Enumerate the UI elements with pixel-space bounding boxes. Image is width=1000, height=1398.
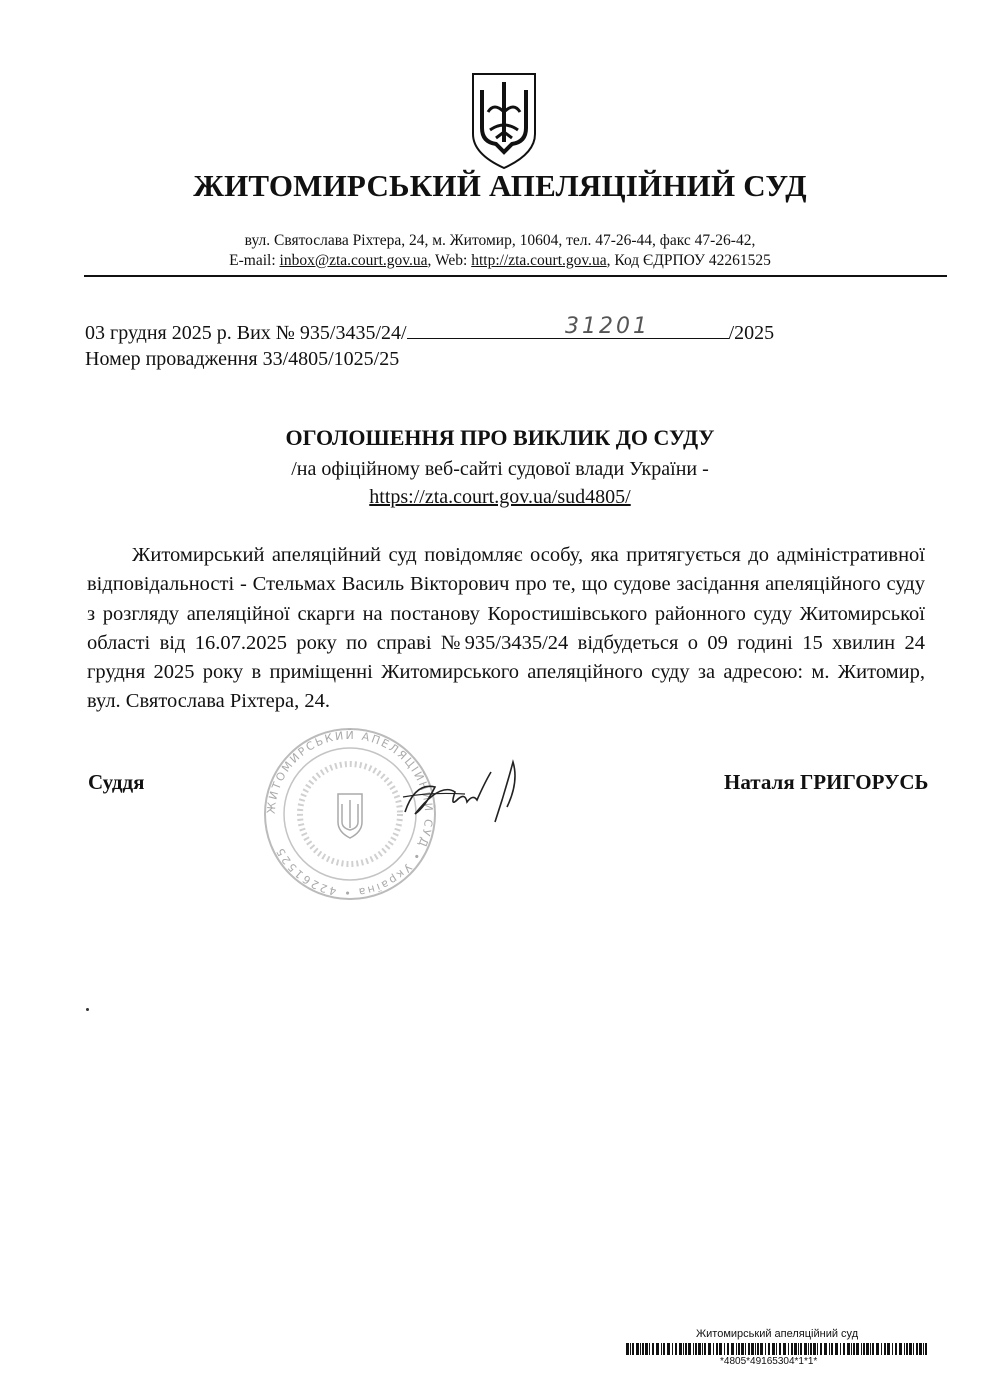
scan-speck bbox=[86, 1008, 89, 1011]
notice-subtitle: /на офіційному веб-сайті судової влади України - bbox=[291, 458, 709, 480]
barcode-icon bbox=[626, 1343, 928, 1355]
email-label: E-mail: bbox=[229, 252, 280, 269]
judge-signature-icon bbox=[395, 752, 525, 837]
notice-body: Житомирський апеляційний суд повідомляє особу, яка притягується до адміністративної відповідальності - Стельмах Василь Вікторович про те, що судове засідання апеляційного суду з розгляду апеляційної скарги на постанову Коростишівського районного суду Житомирської області від 16.07.2025 року по справі №935/3435/24 відбудеться о 09 годині 15 хвилин 24 грудня 2025 року в приміщенні Житомирського апеляційного суду за адресою: м. Житомир, вул. Святослава Ріхтера, 24. bbox=[87, 544, 925, 713]
date-out: 03 грудня 2025 р. Вих № 935/3435/24/ bbox=[85, 322, 407, 344]
court-contacts bbox=[0, 252, 1000, 270]
court-name: ЖИТОМИРСЬКИЙ АПЕЛЯЦІЙНИЙ СУД bbox=[193, 168, 807, 203]
notice-url-link[interactable]: https://zta.court.gov.ua/sud4805/ bbox=[369, 486, 631, 508]
stamp-text: ЖИТОМИРСЬКИЙ АПЕЛЯЦІЙНИЙ СУД • Україна • 42261525 bbox=[264, 728, 436, 900]
handwritten-number: 31201 bbox=[565, 314, 650, 339]
edrpou-code: , Код ЄДРПОУ 42261525 bbox=[606, 252, 771, 269]
email-link[interactable]: inbox@zta.court.gov.ua bbox=[279, 252, 428, 269]
notice-url bbox=[0, 486, 1000, 509]
year-suffix: /2025 bbox=[728, 322, 775, 344]
proceeding-number: Номер провадження 33/4805/1025/25 bbox=[85, 348, 400, 370]
web-label: , Web: bbox=[427, 252, 472, 269]
barcode-label: Житомирський апеляційний суд bbox=[696, 1328, 859, 1340]
judge-name: Наталя ГРИГОРУСЬ bbox=[724, 770, 929, 794]
court-address: вул. Святослава Ріхтера, 24, м. Житомир, 10604, тел. 47-26-44, факс 47-26-42, bbox=[244, 232, 756, 249]
header-divider bbox=[84, 275, 947, 277]
ukraine-trident-icon bbox=[470, 72, 538, 170]
web-link[interactable]: http://zta.court.gov.ua bbox=[471, 252, 607, 269]
notice-title: ОГОЛОШЕННЯ ПРО ВИКЛИК ДО СУДУ bbox=[285, 425, 715, 450]
judge-label: Суддя bbox=[88, 770, 145, 794]
outgoing-reference bbox=[85, 320, 774, 345]
barcode-number: *4805*49165304*1*1* bbox=[720, 1356, 818, 1367]
